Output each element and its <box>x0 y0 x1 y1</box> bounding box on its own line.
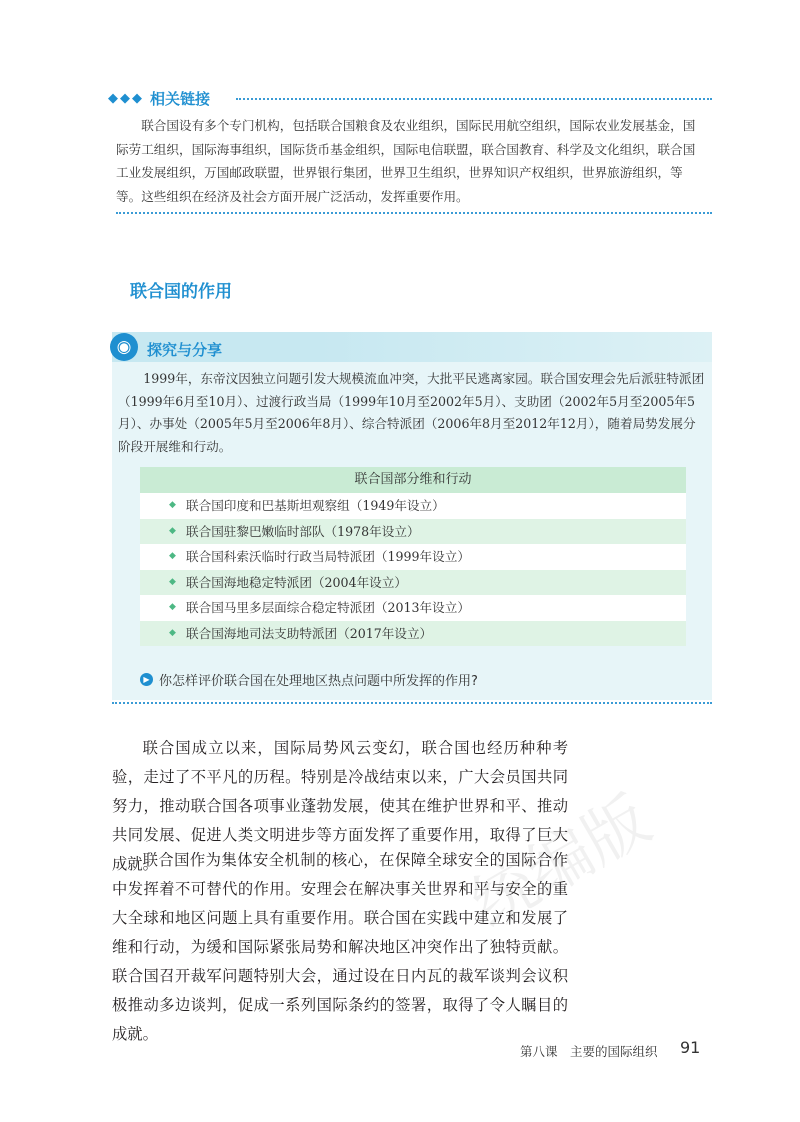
bullet-icon: ◆ <box>169 551 176 561</box>
diamond-icon: ◆◆◆ <box>108 91 144 106</box>
page-number: 91 <box>680 1038 701 1057</box>
bullet-icon: ◆ <box>169 525 176 536</box>
bullet-icon: ◆ <box>169 500 176 510</box>
table-row <box>140 621 686 647</box>
body-paragraph: 联合国成立以来，国际局势风云变幻，联合国也经历种种考验，走过了不平凡的历程。特别是冷战结束以来，广大会员国共同努力，推动联合国各项事业蓬勃发展，使其在维护世界和平、推动共同发展、促进人类文明进步等方面发挥了重要作用，取得了巨大成就。 <box>112 739 568 873</box>
watermark: 统编版 <box>459 782 663 943</box>
bullet-icon: ◆ <box>169 602 176 612</box>
table-row-text: 联合国印度和巴基斯坦观察组（1949年设立） <box>186 498 445 513</box>
table-row <box>140 493 686 519</box>
bullet-icon: ◆ <box>169 627 176 638</box>
peacekeeping-table <box>140 467 686 646</box>
divider <box>236 98 712 100</box>
section-title: 联合国的作用 <box>130 282 232 302</box>
table-row-text: 联合国科索沃临时行政当局特派团（1999年设立） <box>186 549 470 564</box>
table-row-text: 联合国海地稳定特派团（2004年设立） <box>186 574 407 590</box>
body-paragraph: 联合国作为集体安全机制的核心，在保障全球安全的国际合作中发挥着不可替代的作用。安理会在解决事关世界和平与安全的重大全球和地区问题上具有重要作用。联合国在实践中建立和发展了维和行动，为缓和国际紧张局势和解决地区冲突作出了独特贡献。联合国召开裁军问题特别大会，通过设在日内瓦的裁军谈判会议积极推动多边谈判，促成一系列国际条约的签署，取得了令人瞩目的成就。 <box>112 851 568 1043</box>
divider <box>112 702 712 704</box>
table-title: 联合国部分维和行动 <box>140 467 686 493</box>
related-link-title: 相关链接 <box>150 90 211 108</box>
palette-icon: ◉ <box>110 333 138 361</box>
explore-header-fade <box>320 332 712 362</box>
explore-text: 1999年，东帝汶因独立问题引发大规模流血冲突，大批平民逃离家园。联合国安理会先后派驻特派团（1999年6月至10月）、过渡行政当局（1999年10月至2002年5月）、支助团（2002年5月至2005年5月）、办事处（2005年5月至2006年8月）、综合特派团（2006年8月至2012年12月），随着局势发展分阶段开展维和行动。 <box>118 371 705 454</box>
question-text: 你怎样评价联合国在处理地区热点问题中所发挥的作用? <box>159 674 478 689</box>
table-row-text: 联合国驻黎巴嫩临时部队（1978年设立） <box>186 523 420 539</box>
lesson-footer: 第八课 主要的国际组织 <box>520 1044 658 1059</box>
table-row <box>140 544 686 570</box>
play-arrow-icon: ▶ <box>140 673 153 686</box>
explore-question <box>140 670 478 689</box>
table-row <box>140 570 686 596</box>
table-row <box>140 595 686 621</box>
bullet-icon: ◆ <box>169 576 176 587</box>
related-link-body: 联合国设有多个专门机构，包括联合国粮食及农业组织，国际民用航空组织，国际农业发展基金，国际劳工组织，国际海事组织，国际货币基金组织，国际电信联盟，联合国教育、科学及文化组织，联合国工业发展组织，万国邮政联盟，世界银行集团，世界卫生组织，世界知识产权组织，世界旅游组织，等等。这些组织在经济及社会方面开展广泛活动，发挥重要作用。 <box>116 118 696 204</box>
table-row-text: 联合国马里多层面综合稳定特派团（2013年设立） <box>186 600 470 615</box>
table-row-text: 联合国海地司法支助特派团（2017年设立） <box>186 625 433 641</box>
table-row <box>140 519 686 545</box>
explore-title: 探究与分享 <box>147 341 223 359</box>
divider <box>116 212 712 214</box>
related-link-header <box>108 88 210 109</box>
